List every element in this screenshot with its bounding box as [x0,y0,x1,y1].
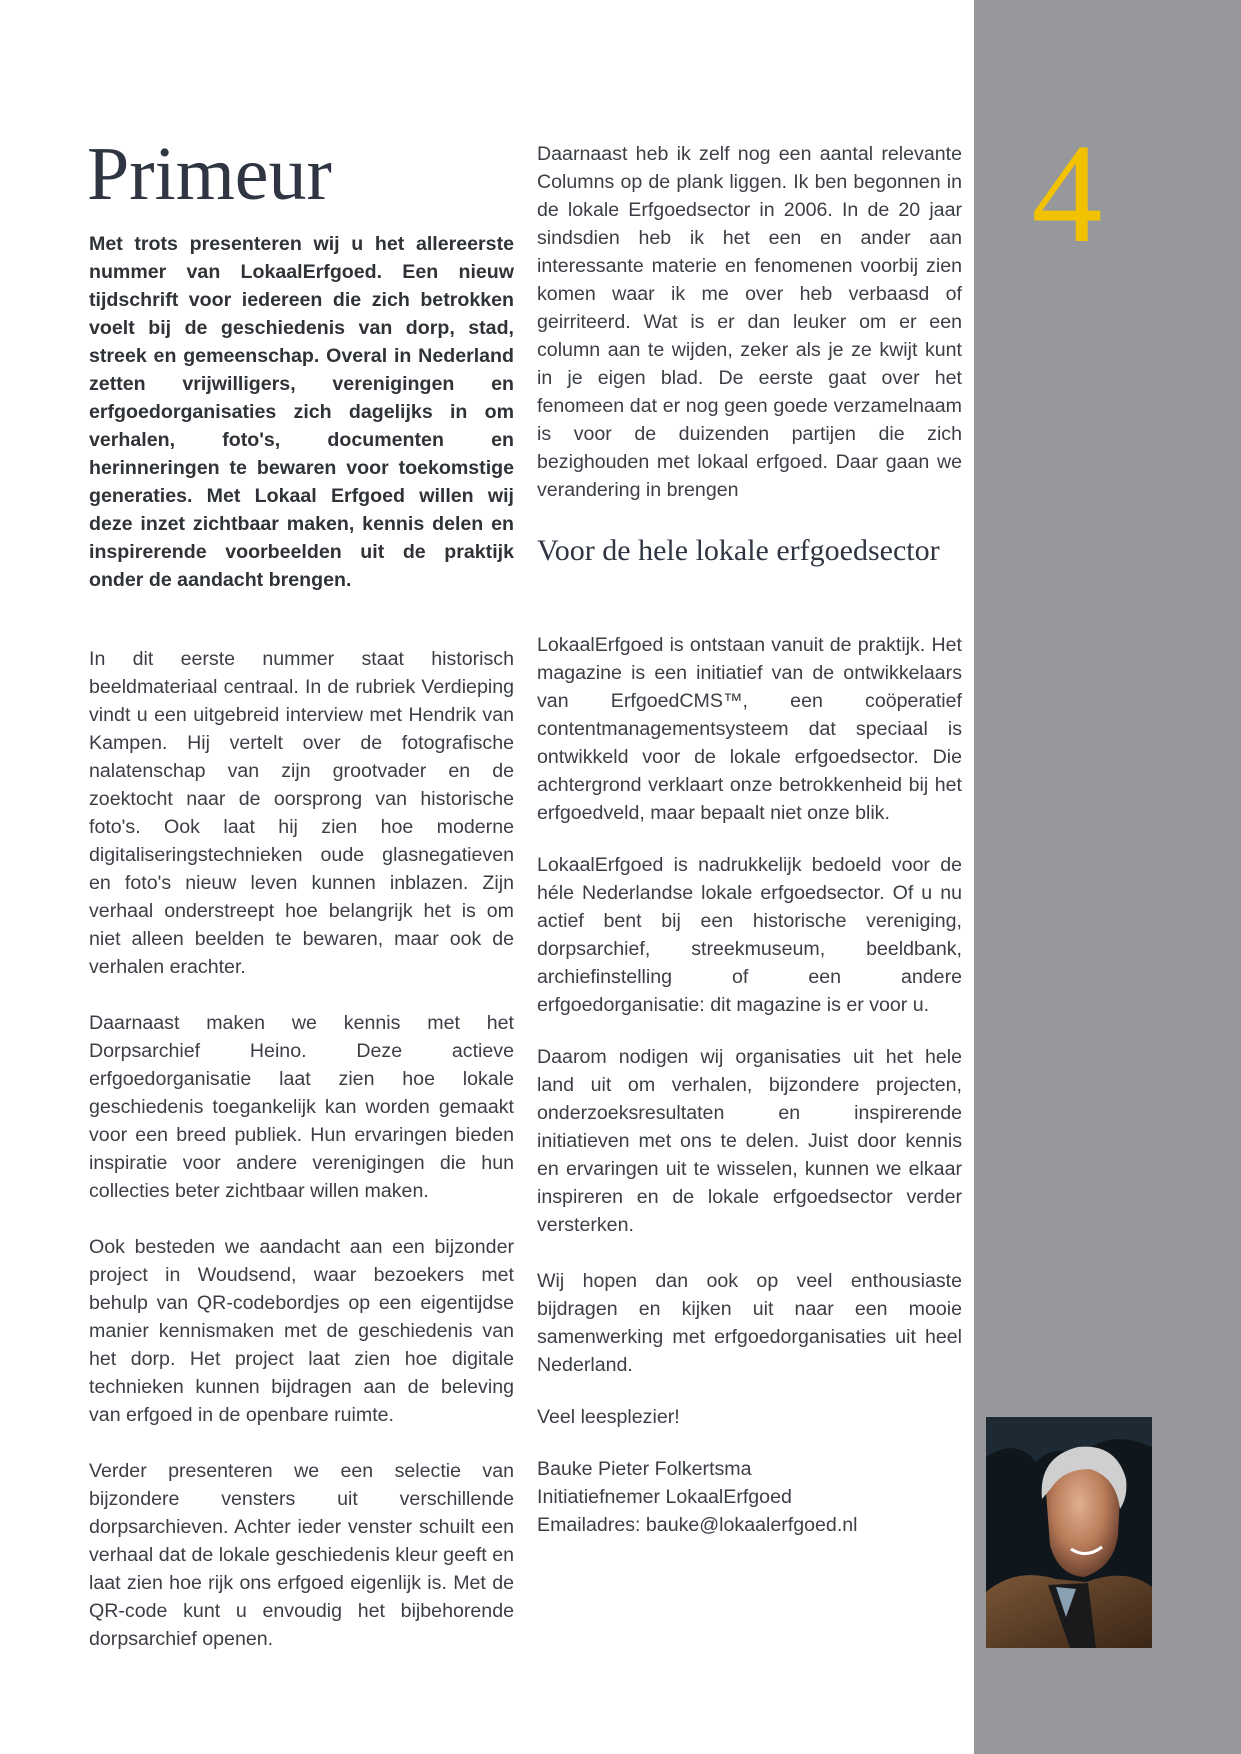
signature-email[interactable]: Emailadres: bauke@lokaalerfgoed.nl [537,1514,858,1536]
body-paragraph: Daarnaast maken we kennis met het Dorpsarchief Heino. Deze actieve erfgoedorganisatie laat zien hoe lokale geschiedenis toegankelijk kan worden gemaakt voor een breed publiek. Hun ervaringen bieden inspiratie voor andere verenigingen die hun collecties beter zichtbaar willen maken. [89,1012,514,1202]
body-paragraph: LokaalErfgoed is nadrukkelijk bedoeld voor de héle Nederlandse lokale erfgoedsector. Of u nu actief bent bij een historische vereniging, dorpsarchief, streekmuseum, beeldbank, archiefinstelling of een andere erfgoedorganisatie: dit magazine is er voor u. [537,854,962,1016]
intro-paragraph: Met trots presenteren wij u het allereerste nummer van LokaalErfgoed. Een nieuw tijdschrift voor iedereen die zich betrokken voelt bij de geschiedenis van dorp, stad, streek en gemeenschap. Overal in Nederland zetten vrijwilligers, verenigingen en erfgoedorganisaties zich dagelijks in om verhalen, foto's, documenten en herinneringen te bewaren voor toekomstige generaties. Met Lokaal Erfgoed willen wij deze inzet zichtbaar maken, kennis delen en inspirerende voorbeelden uit de praktijk onder de aandacht brengen. [89,233,514,591]
body-paragraph: Daarnaast heb ik zelf nog een aantal relevante Columns op de plank liggen. Ik ben begonnen in de lokale Erfgoedsector in 2006. In de 20 jaar sindsdien heb ik het een en ander aan interessante materie en fenomenen voorbij zien komen waar ik me over heb verbaasd of geirriteerd. Wat is er dan leuker om er een column aan te wijden, zeker als je ze kwijt kunt in je eigen blad. De eerste gaat over het fenomeen dat er nog geen goede verzamelnaam is voor de duizenden partijen die zich bezighouden met lokaal erfgoed. Daar gaan we verandering in brengen [537,143,962,501]
body-paragraph: LokaalErfgoed is ontstaan vanuit de praktijk. Het magazine is een initiatief van de ontwikkelaars van ErfgoedCMS™, een coöperatief contentmanagementsysteem dat speciaal is ontwikkeld voor de lokale erfgoedsector. Die achtergrond verklaart onze betrokkenheid bij het erfgoedveld, maar bepaalt niet onze blik. [537,634,962,824]
body-paragraph: Wij hopen dan ook op veel enthousiaste bijdragen en kijken uit naar een mooie samenwerking met erfgoedorganisaties uit heel Nederland. [537,1270,962,1376]
section-heading: Voor de hele lokale erfgoedsector [537,534,940,567]
body-paragraph: Ook besteden we aandacht aan een bijzonder project in Woudsend, waar bezoekers met behulp van QR-codebordjes op een eigentijdse manier kennismaken met de geschiedenis van het dorp. Het project laat zien hoe digitale technieken kunnen bijdragen aan de beleving van erfgoed in de openbare ruimte. [89,1236,514,1426]
signature-block [537,1455,962,1539]
body-paragraph: Daarom nodigen wij organisaties uit het hele land uit om verhalen, bijzondere projecten, onderzoeksresultaten en inspirerende initiatieven met ons te delen. Juist door kennis en ervaringen uit te wisselen, kunnen we elkaar inspireren en de lokale erfgoedsector verder versterken. [537,1046,962,1236]
author-photo [986,1417,1152,1648]
closing-line: Veel leesplezier! [537,1406,680,1428]
page-title: Primeur [87,132,332,216]
body-paragraph: Verder presenteren we een selectie van bijzondere vensters uit verschillende dorpsarchieven. Achter ieder venster schuilt een verhaal dat de lokale geschiedenis kleur geeft en laat zien hoe rijk ons erfgoed eigenlijk is. Met de QR-code kunt u envoudig het bijbehorende dorpsarchief openen. [89,1460,514,1650]
signature-role: Initiatiefnemer LokaalErfgoed [537,1486,792,1508]
body-paragraph: In dit eerste nummer staat historisch beeldmateriaal centraal. In de rubriek Verdieping vindt u een uitgebreid interview met Hendrik van Kampen. Hij vertelt over de fotografische nalatenschap van zijn grootvader en de zoektocht naar de oorsprong van historische foto's. Ook laat hij zien hoe moderne digitaliseringstechnieken oude glasnegatieven en foto's nieuw leven kunnen inblazen. Zijn verhaal onderstreept hoe belangrijk het is om niet alleen beelden te bewaren, maar ook de verhalen erachter. [89,648,514,978]
signature-name: Bauke Pieter Folkertsma [537,1458,752,1480]
page-number: 4 [1031,114,1103,272]
